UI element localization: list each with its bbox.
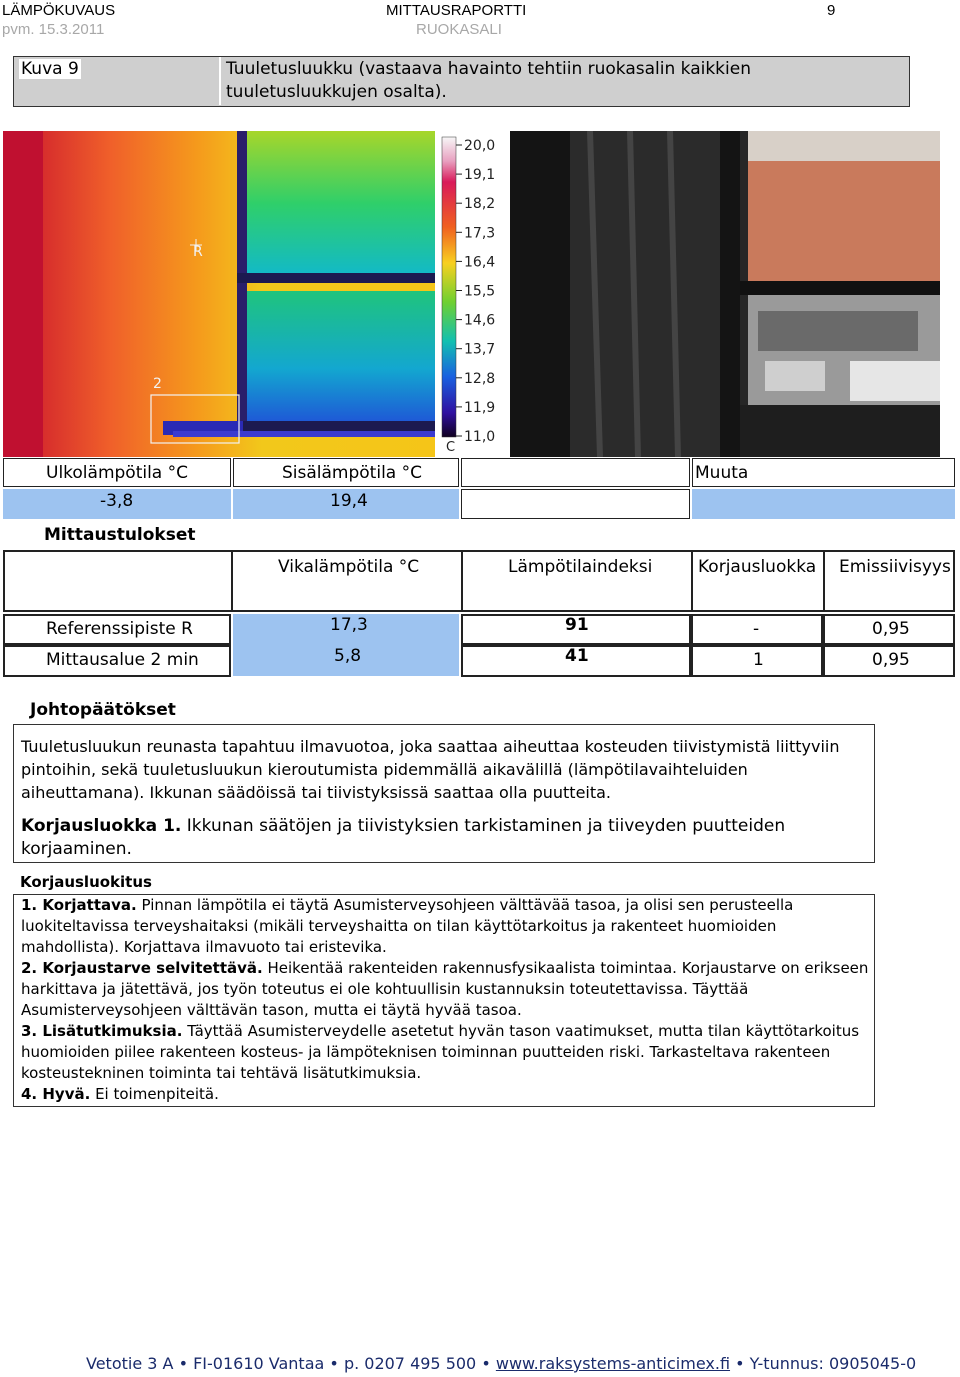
scale-tick-label: 13,7 xyxy=(464,341,496,358)
class-item-4-text: Ei toimenpiteitä. xyxy=(90,1085,219,1103)
class-item-3 xyxy=(21,1021,871,1084)
indoor-temp-header: Sisälämpötila °C xyxy=(282,463,422,483)
col-defect-temp: Vikalämpötila °C xyxy=(278,557,420,577)
class-item-2-text: Heikentää rakenteiden rakennusfysikaalista toimintaa. Korjaustarve on erikseen harkittava ja jätettävä, jos työn toteutus ei ole kohtuullisin kustannuksin toteutettavissa. Täyttää Asumisterveysohjeen välttävän tason, mutta ei täytä hyvää tasoa. xyxy=(21,959,869,1019)
scale-tick-label: 18,2 xyxy=(464,196,496,213)
window-photo xyxy=(510,131,940,457)
marker-2: 2 xyxy=(153,376,162,392)
header-date: pvm. 15.3.2011 xyxy=(2,21,105,38)
col-emissivity: Emissiivisyys xyxy=(839,557,951,577)
conclusions-class-label: Korjausluokka 1. xyxy=(21,816,182,836)
marker-r: R xyxy=(193,244,203,260)
row-label-reference: Referenssipiste R xyxy=(46,619,193,639)
scale-tick-label: 17,3 xyxy=(464,225,496,242)
class-item-4 xyxy=(21,1084,871,1105)
thermal-image xyxy=(3,131,435,457)
class-item-3-label: 3. Lisätutkimuksia. xyxy=(21,1022,183,1040)
scale-tick-label: 12,8 xyxy=(464,370,496,387)
footer-separator: • xyxy=(178,1354,188,1373)
footer-separator: • xyxy=(329,1354,339,1373)
other-header: Muuta xyxy=(695,463,749,483)
conclusions-box xyxy=(13,724,875,863)
figure-description: Tuuletusluukku (vastaava havainto tehtiin ruokasalin kaikkien tuuletusluukkujen osalta). xyxy=(226,59,751,102)
footer-phone: p. 0207 495 500 xyxy=(343,1354,477,1373)
conclusions-class-text: Ikkunan säätöjen ja tiivistyksien tarkistaminen ja tiiveyden puutteiden korjaaminen. xyxy=(21,816,786,859)
scale-tick-label: 16,4 xyxy=(464,254,496,271)
footer-city: FI-01610 Vantaa xyxy=(193,1354,325,1373)
row-label-measurement: Mittausalue 2 min xyxy=(46,650,199,670)
conclusions-class-line xyxy=(21,815,866,861)
indoor-temp-value: 19,4 xyxy=(330,491,368,511)
footer-website-link[interactable]: www.raksystems-anticimex.fi xyxy=(495,1354,731,1373)
footer-separator: • xyxy=(481,1354,491,1373)
footer-business-id: Y-tunnus: 0905045-0 xyxy=(749,1354,917,1373)
report-subtitle: RUOKASALI xyxy=(416,21,502,38)
class-item-1-label: 1. Korjattava. xyxy=(21,896,137,914)
outdoor-temp-value: -3,8 xyxy=(100,491,134,511)
outdoor-temp-header: Ulkolämpötila °C xyxy=(46,463,189,483)
footer-separator: • xyxy=(735,1354,745,1373)
footer xyxy=(86,1354,916,1373)
scale-tick-label: 11,0 xyxy=(464,429,496,445)
class-item-1 xyxy=(21,895,871,958)
measurement-temp-index: 41 xyxy=(565,646,589,666)
class-item-4-label: 4. Hyvä. xyxy=(21,1085,91,1103)
col-repair-class: Korjausluokka xyxy=(698,557,817,577)
footer-address: Vetotie 3 A xyxy=(86,1354,174,1373)
results-title: Mittaustulokset xyxy=(44,525,196,545)
conclusions-title: Johtopäätökset xyxy=(30,700,176,720)
page-number: 9 xyxy=(827,2,836,19)
reference-repair-class: - xyxy=(753,619,760,639)
class-item-2 xyxy=(21,958,871,1021)
classes-title: Korjausluokitus xyxy=(20,873,152,891)
reference-emissivity: 0,95 xyxy=(872,619,910,639)
header-title: LÄMPÖKUVAUS xyxy=(2,2,116,19)
temperature-scale xyxy=(438,131,508,457)
scale-tick-label: 19,1 xyxy=(464,167,496,184)
classes-box xyxy=(13,894,875,1107)
scale-tick-label: 11,9 xyxy=(464,399,496,416)
reference-temp-index: 91 xyxy=(565,615,589,635)
scale-unit: C xyxy=(446,440,456,455)
scale-tick-label: 20,0 xyxy=(464,138,496,154)
measurement-repair-class: 1 xyxy=(753,650,764,670)
class-item-3-text: Täyttää Asumisterveydelle asetetut hyvän tason vaatimukset, mutta tilan käyttötarkoitus huomioiden piilee rakenteen kosteus- ja lämpöteknisen toiminnan puutteiden riski. Tarkasteltava rakenteen kosteustekninen toiminta tai tehtävä lisätutkimuksia. xyxy=(21,1022,860,1082)
col-temp-index: Lämpötilaindeksi xyxy=(508,557,653,577)
report-title: MITTAUSRAPORTTI xyxy=(386,2,527,19)
measurement-emissivity: 0,95 xyxy=(872,650,910,670)
conclusions-text: Tuuletusluukun reunasta tapahtuu ilmavuotoa, joka saattaa aiheuttaa kosteuden tiivistymistä liittyviin pintoihin, sekä tuuletusluukun kieroutumista pidemmällä aikavälillä (lämpötilavaihteluiden aiheuttamana). Ikkunan säädöissä tai tiivistyksissä saattaa olla puutteita. xyxy=(21,737,840,802)
class-item-1-text: Pinnan lämpötila ei täytä Asumisterveysohjeen välttävää tasoa, ja olisi sen perusteella luokiteltavissa terveyshaitaksi (mikäli terveyshaitta on tilan käyttötarkoitus ja rakenteet huomioiden mahdollista). Korjattava ilmavuoto tai eristevika. xyxy=(21,896,794,956)
class-item-2-label: 2. Korjaustarve selvitettävä. xyxy=(21,959,263,977)
measurement-defect-temp: 5,8 xyxy=(334,646,362,666)
reference-defect-temp: 17,3 xyxy=(330,615,368,635)
scale-tick-label: 15,5 xyxy=(464,283,496,300)
scale-tick-label: 14,6 xyxy=(464,312,496,329)
figure-label: Kuva 9 xyxy=(21,59,79,79)
